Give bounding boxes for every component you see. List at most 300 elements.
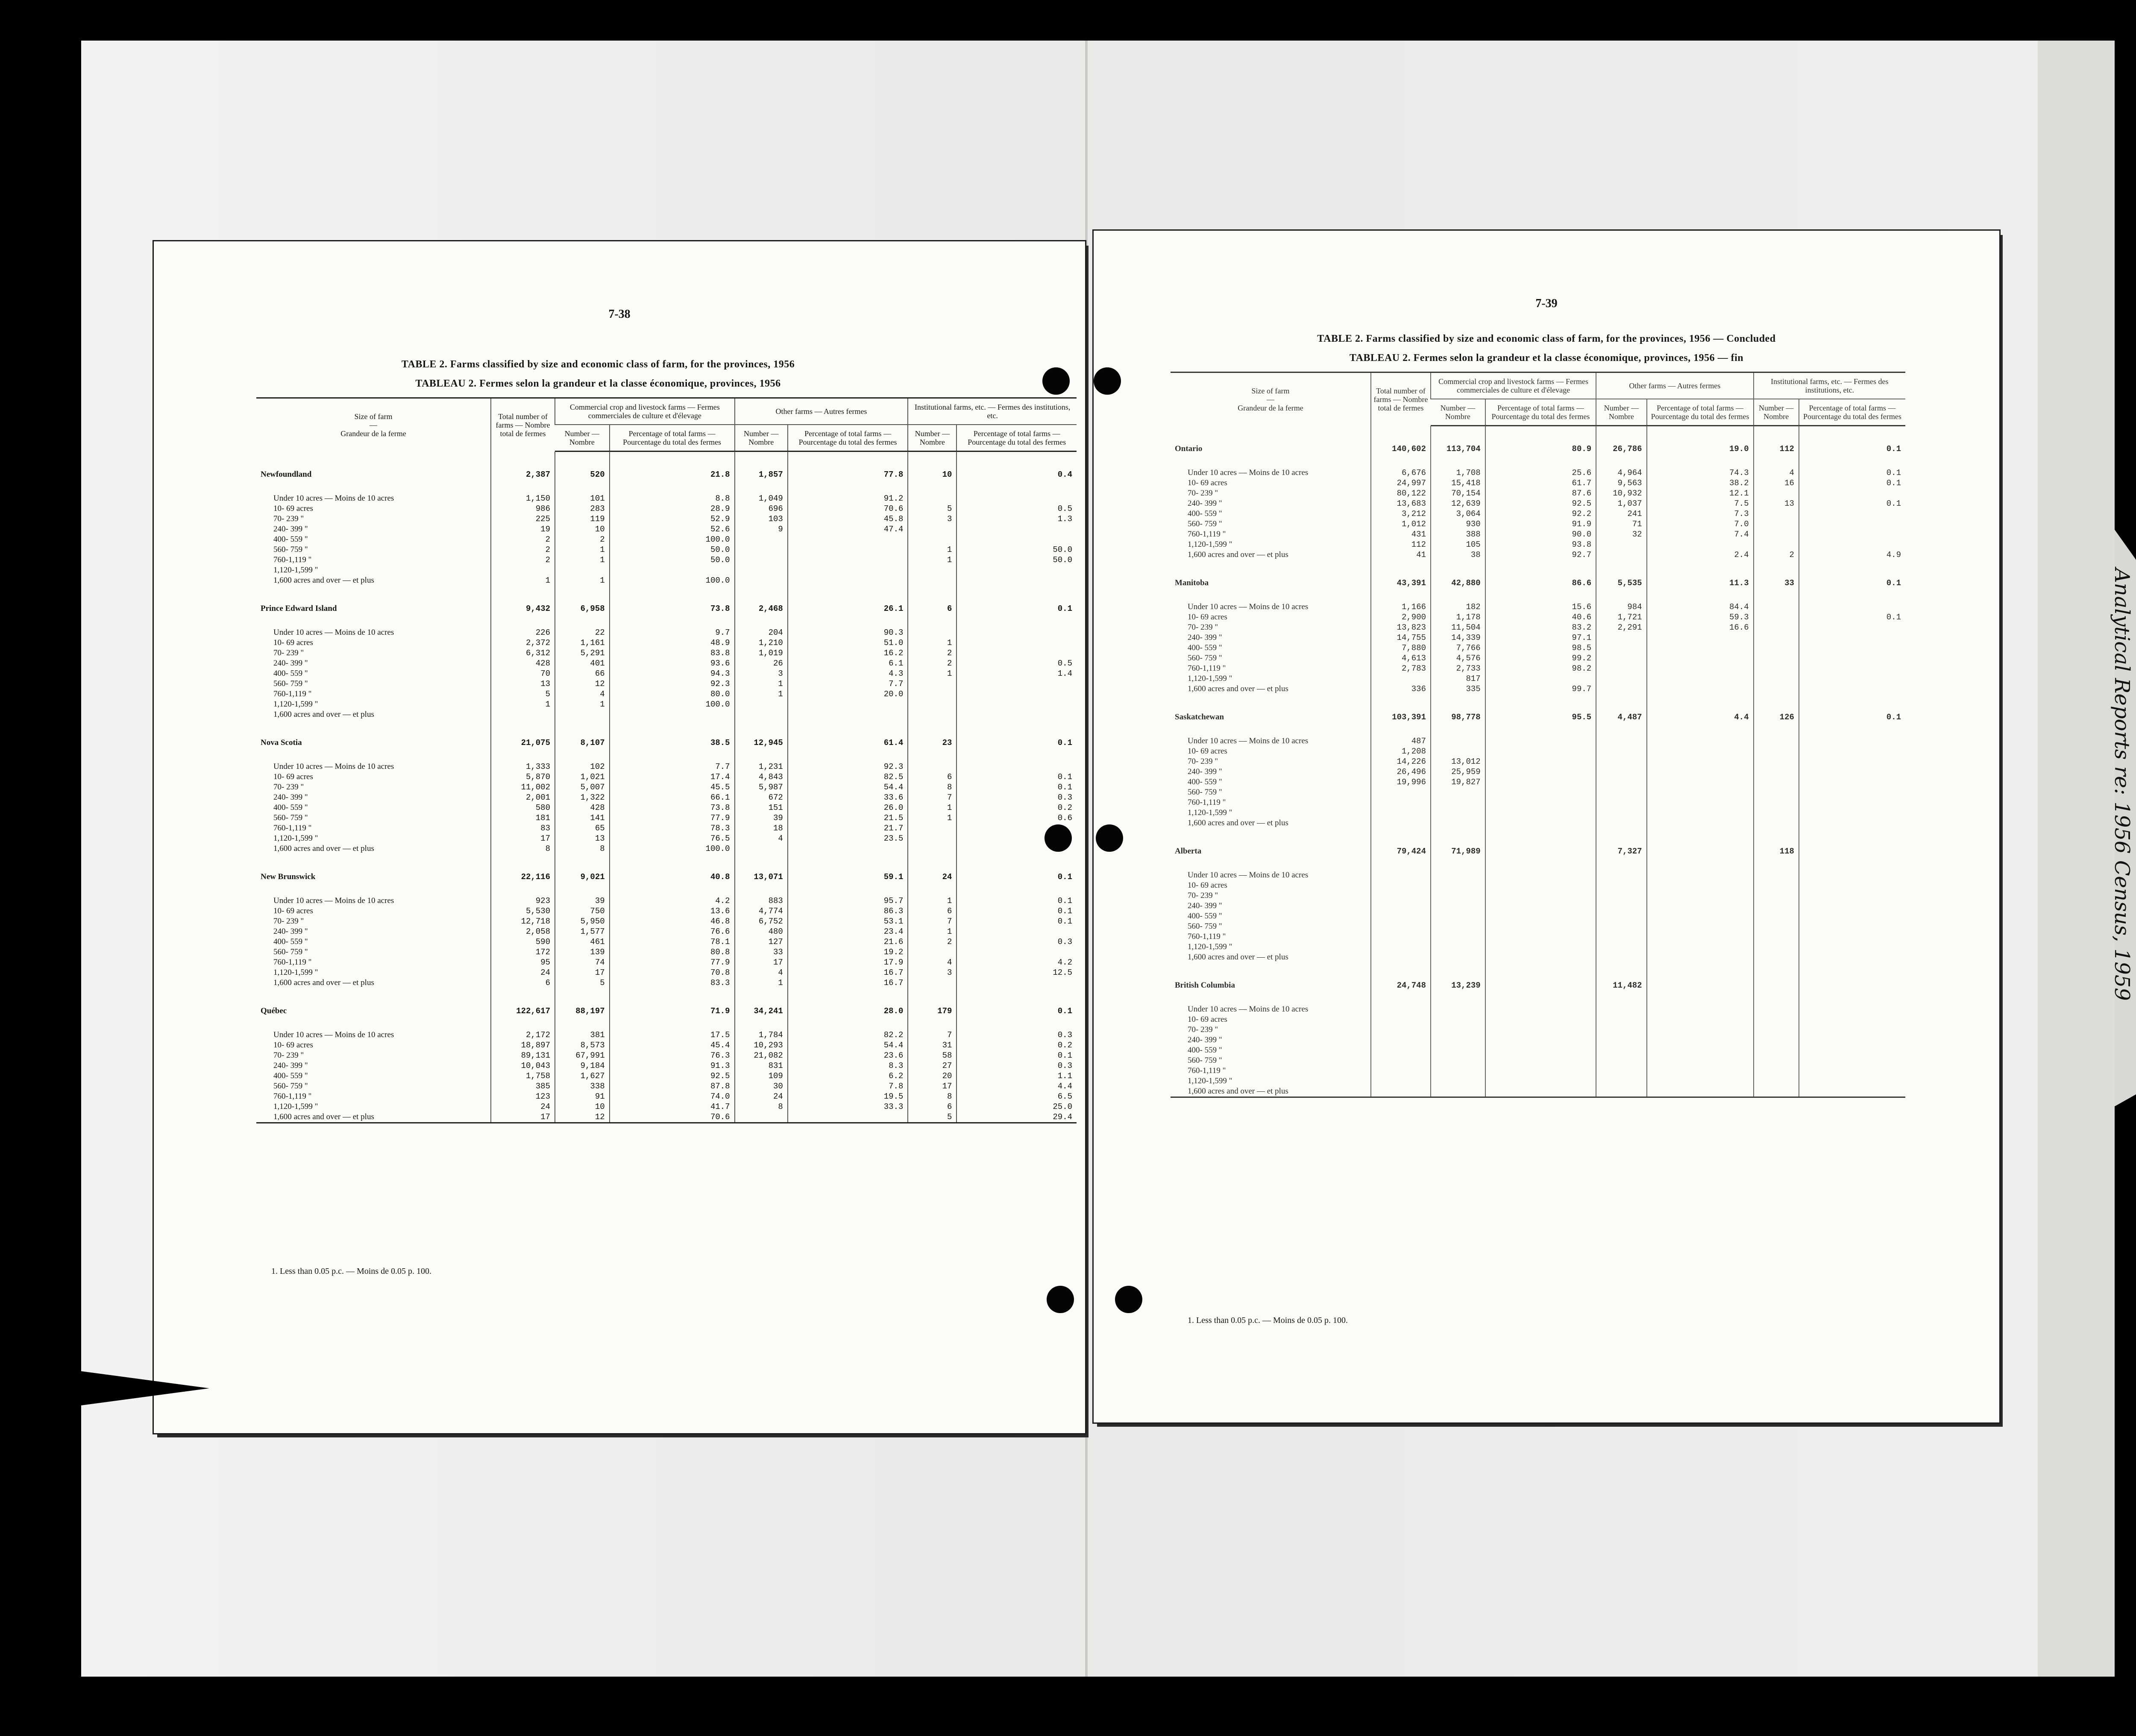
data-cell: 2 xyxy=(908,658,957,669)
spacer-row xyxy=(1171,857,1905,870)
table-row xyxy=(1171,880,1905,891)
table-row xyxy=(256,803,1077,813)
data-cell: 20.0 xyxy=(788,689,908,699)
data-cell: 18,897 xyxy=(491,1040,555,1050)
data-cell: 95.7 xyxy=(788,896,908,906)
size-class-label: 240- 399 " xyxy=(1188,901,1222,910)
data-cell xyxy=(1596,808,1646,818)
data-cell: 0.1 xyxy=(1799,612,1905,622)
data-cell: 82.2 xyxy=(788,1030,908,1040)
data-cell xyxy=(908,575,957,586)
total-cell: 0.1 xyxy=(1799,426,1905,455)
data-cell: 76.5 xyxy=(610,833,735,844)
data-cell xyxy=(1799,777,1905,787)
data-cell xyxy=(957,534,1077,545)
data-cell: 2 xyxy=(491,555,555,565)
data-cell xyxy=(957,638,1077,648)
data-cell xyxy=(1596,1086,1646,1097)
data-cell: 0.2 xyxy=(957,803,1077,813)
size-class-label: Under 10 acres — Moins de 10 acres xyxy=(273,896,394,905)
binder-hole xyxy=(1096,824,1123,852)
total-cell: 88,197 xyxy=(555,988,610,1017)
data-cell: 172 xyxy=(491,947,555,957)
data-cell xyxy=(788,555,908,565)
data-cell: 45.4 xyxy=(610,1040,735,1050)
table-row xyxy=(1171,767,1905,777)
data-cell: 19,827 xyxy=(1431,777,1485,787)
data-cell: 92.5 xyxy=(1485,499,1596,509)
data-cell: 1 xyxy=(908,545,957,555)
data-cell xyxy=(1754,746,1799,757)
data-cell xyxy=(1596,653,1646,663)
table-row xyxy=(1171,478,1905,488)
total-cell xyxy=(1485,828,1596,857)
data-cell: 1 xyxy=(908,555,957,565)
data-cell: 1,178 xyxy=(1431,612,1485,622)
data-cell: 26 xyxy=(735,658,788,669)
table-row xyxy=(256,896,1077,906)
table-row xyxy=(1171,1086,1905,1097)
table-row xyxy=(1171,746,1905,757)
data-cell: 4.2 xyxy=(610,896,735,906)
data-cell: 32 xyxy=(1596,529,1646,540)
size-class-label: 1,120-1,599 " xyxy=(273,565,318,575)
data-cell: 2 xyxy=(908,937,957,947)
data-cell xyxy=(957,493,1077,504)
data-cell: 428 xyxy=(491,658,555,669)
table-row xyxy=(256,978,1077,988)
data-cell xyxy=(1596,1076,1646,1086)
table-row xyxy=(1171,663,1905,674)
data-cell xyxy=(1371,880,1431,891)
data-cell xyxy=(1754,622,1799,633)
data-cell: 2,001 xyxy=(491,792,555,803)
data-cell xyxy=(735,565,788,575)
data-cell xyxy=(1799,488,1905,499)
data-cell xyxy=(1799,808,1905,818)
data-cell xyxy=(1799,746,1905,757)
size-class-label: 760-1,119 " xyxy=(273,1091,312,1101)
data-cell xyxy=(1371,1066,1431,1076)
size-class-label: 400- 559 " xyxy=(273,937,308,946)
total-cell: 0.1 xyxy=(957,720,1077,749)
data-cell xyxy=(1647,1025,1754,1035)
data-cell xyxy=(1799,1025,1905,1035)
total-cell: 98,778 xyxy=(1431,694,1485,723)
total-cell: 42,880 xyxy=(1431,560,1485,589)
data-cell: 83.8 xyxy=(610,648,735,658)
data-cell: 986 xyxy=(491,504,555,514)
data-cell xyxy=(788,1112,908,1123)
total-cell: 9,021 xyxy=(555,854,610,883)
total-cell: 0.1 xyxy=(957,988,1077,1017)
size-class-label: 400- 559 " xyxy=(273,803,308,812)
data-cell: 112 xyxy=(1371,540,1431,550)
data-cell: 16.7 xyxy=(788,968,908,978)
data-cell: 33.6 xyxy=(788,792,908,803)
data-cell: 86.3 xyxy=(788,906,908,916)
binder-hole xyxy=(1045,824,1072,852)
size-class-label: Under 10 acres — Moins de 10 acres xyxy=(273,1030,394,1039)
data-cell: 1,784 xyxy=(735,1030,788,1040)
table-row xyxy=(256,916,1077,927)
table-row xyxy=(1171,488,1905,499)
data-cell: 70.6 xyxy=(610,1112,735,1123)
data-cell: 7,766 xyxy=(1431,643,1485,653)
data-cell: 23.6 xyxy=(788,1050,908,1061)
data-cell xyxy=(1371,942,1431,952)
data-cell xyxy=(1799,787,1905,798)
data-cell: 21.5 xyxy=(788,813,908,823)
data-cell: 8 xyxy=(908,782,957,792)
data-cell xyxy=(1754,1004,1799,1015)
data-cell: 6.1 xyxy=(788,658,908,669)
total-cell: 10 xyxy=(908,452,957,481)
data-cell: 0.3 xyxy=(957,792,1077,803)
data-cell xyxy=(1371,901,1431,911)
data-cell xyxy=(1431,798,1485,808)
data-cell: 4 xyxy=(555,689,610,699)
data-cell xyxy=(957,762,1077,772)
table-row xyxy=(1171,550,1905,560)
data-cell xyxy=(1754,1086,1799,1097)
data-cell xyxy=(788,710,908,720)
data-cell xyxy=(1596,777,1646,787)
data-cell: 6,676 xyxy=(1371,468,1431,478)
right-page xyxy=(1094,231,1999,1422)
data-cell xyxy=(1485,891,1596,901)
data-cell: 0.1 xyxy=(957,906,1077,916)
size-class-label: 400- 559 " xyxy=(1188,1045,1222,1055)
size-class-label: 1,600 acres and over — et plus xyxy=(273,844,374,853)
total-cell: 13,071 xyxy=(735,854,788,883)
data-cell xyxy=(1647,808,1754,818)
table-row xyxy=(256,1061,1077,1071)
data-cell: 8.3 xyxy=(788,1061,908,1071)
data-cell: 15,418 xyxy=(1431,478,1485,488)
data-cell: 19.2 xyxy=(788,947,908,957)
percentage-header: Percentage of total farms — Pourcentage du total des fermes xyxy=(957,425,1077,452)
data-cell: 50.0 xyxy=(610,555,735,565)
size-class-label: 1,600 acres and over — et plus xyxy=(273,575,374,585)
size-class-label: 760-1,119 " xyxy=(273,689,312,698)
data-cell: 51.0 xyxy=(788,638,908,648)
table-row xyxy=(256,782,1077,792)
table-row xyxy=(256,1030,1077,1040)
data-cell xyxy=(788,565,908,575)
total-cell: 0.1 xyxy=(1799,694,1905,723)
data-cell xyxy=(1799,1076,1905,1086)
data-cell: 226 xyxy=(491,628,555,638)
total-cell: 38.5 xyxy=(610,720,735,749)
data-cell xyxy=(1431,911,1485,921)
data-cell xyxy=(1485,798,1596,808)
data-cell: 99.7 xyxy=(1485,684,1596,694)
total-cell: 0.1 xyxy=(957,854,1077,883)
total-cell xyxy=(1799,828,1905,857)
data-cell xyxy=(1371,1076,1431,1086)
data-cell: 1 xyxy=(735,978,788,988)
data-cell xyxy=(1596,684,1646,694)
data-cell: 109 xyxy=(735,1071,788,1081)
data-cell: 12,718 xyxy=(491,916,555,927)
data-cell: 336 xyxy=(1371,684,1431,694)
table-row xyxy=(1171,519,1905,529)
data-cell xyxy=(610,565,735,575)
data-cell: 388 xyxy=(1431,529,1485,540)
data-cell: 431 xyxy=(1371,529,1431,540)
data-cell: 1 xyxy=(908,896,957,906)
data-cell: 17 xyxy=(735,957,788,968)
data-cell: 13 xyxy=(491,679,555,689)
data-cell xyxy=(1754,952,1799,962)
data-cell xyxy=(1371,1025,1431,1035)
data-cell xyxy=(1431,1056,1485,1066)
data-cell: 24 xyxy=(491,1102,555,1112)
data-cell: 76.3 xyxy=(610,1050,735,1061)
total-cell xyxy=(1754,962,1799,991)
size-of-farm-header: Size of farm — Grandeur de la ferme xyxy=(256,398,491,452)
data-cell: 87.8 xyxy=(610,1081,735,1091)
table-row xyxy=(1171,942,1905,952)
size-class-label: 70- 239 " xyxy=(273,648,304,657)
data-cell xyxy=(1647,818,1754,828)
data-cell: 1,231 xyxy=(735,762,788,772)
data-cell xyxy=(1647,870,1754,880)
table-body xyxy=(1171,426,1905,1097)
size-class-label: Under 10 acres — Moins de 10 acres xyxy=(273,762,394,771)
data-cell: 7 xyxy=(908,1030,957,1040)
data-cell xyxy=(1754,798,1799,808)
size-class-label: 560- 759 " xyxy=(273,947,308,956)
province-name: Ontario xyxy=(1175,444,1203,453)
percentage-header: Percentage of total farms — Pourcentage du total des fermes xyxy=(788,425,908,452)
data-cell: 74.0 xyxy=(610,1091,735,1102)
data-cell xyxy=(957,575,1077,586)
data-cell: 3,064 xyxy=(1431,509,1485,519)
data-cell: 92.7 xyxy=(1485,550,1596,560)
data-cell: 1,333 xyxy=(491,762,555,772)
data-cell xyxy=(1754,653,1799,663)
data-cell: 930 xyxy=(1431,519,1485,529)
total-cell: 112 xyxy=(1754,426,1799,455)
data-cell xyxy=(1485,767,1596,777)
data-cell: 3 xyxy=(908,514,957,524)
spacer-row xyxy=(256,1017,1077,1030)
table-row xyxy=(1171,901,1905,911)
data-cell xyxy=(1431,736,1485,746)
total-cell: 113,704 xyxy=(1431,426,1485,455)
data-cell xyxy=(957,524,1077,534)
data-cell: 33 xyxy=(735,947,788,957)
spacer-row xyxy=(256,883,1077,896)
data-cell: 39 xyxy=(735,813,788,823)
data-cell: 4 xyxy=(735,833,788,844)
data-cell: 6,752 xyxy=(735,916,788,927)
table-row xyxy=(256,823,1077,833)
size-class-label: 400- 559 " xyxy=(1188,509,1222,518)
binder-hole xyxy=(1042,367,1070,395)
data-cell: 182 xyxy=(1431,602,1485,612)
spacer-row xyxy=(256,615,1077,628)
total-cell: 73.8 xyxy=(610,586,735,615)
data-cell: 23.5 xyxy=(788,833,908,844)
data-cell: 93.6 xyxy=(610,658,735,669)
size-class-label: 240- 399 " xyxy=(273,524,308,534)
data-cell xyxy=(1485,880,1596,891)
size-class-label: 560- 759 " xyxy=(1188,787,1222,797)
total-cell: 103,391 xyxy=(1371,694,1431,723)
data-cell xyxy=(1371,870,1431,880)
data-cell: 4.3 xyxy=(788,669,908,679)
table-row xyxy=(256,906,1077,916)
table-row xyxy=(1171,736,1905,746)
data-cell: 6,312 xyxy=(491,648,555,658)
total-cell: 6,958 xyxy=(555,586,610,615)
size-class-label: 1,120-1,599 " xyxy=(273,833,318,843)
table-row xyxy=(1171,684,1905,694)
province-name: Prince Edward Island xyxy=(261,604,337,613)
data-cell: 139 xyxy=(555,947,610,957)
data-cell: 19,996 xyxy=(1371,777,1431,787)
table-row xyxy=(1171,1025,1905,1035)
data-cell: 6 xyxy=(908,772,957,782)
total-cell: 28.0 xyxy=(788,988,908,1017)
table-row xyxy=(256,1112,1077,1123)
data-cell xyxy=(1754,736,1799,746)
data-cell: 1 xyxy=(735,679,788,689)
data-cell: 2 xyxy=(1754,550,1799,560)
number-header: Number — Nombre xyxy=(555,425,610,452)
data-cell: 66 xyxy=(555,669,610,679)
table-row xyxy=(256,937,1077,947)
data-cell: 23.4 xyxy=(788,927,908,937)
table-row xyxy=(256,534,1077,545)
data-cell xyxy=(1485,1086,1596,1097)
data-cell: 38.2 xyxy=(1647,478,1754,488)
data-cell: 24 xyxy=(491,968,555,978)
data-cell xyxy=(1647,684,1754,694)
table-row xyxy=(256,947,1077,957)
data-cell: 1,708 xyxy=(1431,468,1485,478)
data-cell: 31 xyxy=(908,1040,957,1050)
data-cell: 5 xyxy=(491,689,555,699)
size-class-label: 10- 69 acres xyxy=(1188,478,1227,487)
data-cell: 73.8 xyxy=(610,803,735,813)
total-cell: 0.1 xyxy=(957,586,1077,615)
data-cell xyxy=(1596,911,1646,921)
data-cell xyxy=(1596,643,1646,653)
data-cell xyxy=(1754,540,1799,550)
size-class-label: 400- 559 " xyxy=(1188,643,1222,652)
data-cell xyxy=(1596,932,1646,942)
data-cell: 9,184 xyxy=(555,1061,610,1071)
size-class-label: 10- 69 acres xyxy=(273,638,313,647)
data-cell xyxy=(1799,736,1905,746)
data-cell: 2,291 xyxy=(1596,622,1646,633)
table-row xyxy=(256,792,1077,803)
data-cell xyxy=(788,534,908,545)
total-cell xyxy=(1647,828,1754,857)
data-cell: 1,208 xyxy=(1371,746,1431,757)
table-row xyxy=(1171,612,1905,622)
data-cell xyxy=(1647,911,1754,921)
data-cell: 7.7 xyxy=(788,679,908,689)
size-class-label: 240- 399 " xyxy=(273,658,308,668)
table-row xyxy=(1171,540,1905,550)
data-cell: 17 xyxy=(908,1081,957,1091)
data-cell: 17.9 xyxy=(788,957,908,968)
data-cell: 100.0 xyxy=(610,699,735,710)
data-cell xyxy=(1431,921,1485,932)
data-cell xyxy=(1485,1025,1596,1035)
data-cell: 1 xyxy=(555,699,610,710)
data-cell: 1,627 xyxy=(555,1071,610,1081)
data-cell xyxy=(1431,870,1485,880)
data-cell: 1 xyxy=(908,927,957,937)
data-cell: 17 xyxy=(491,1112,555,1123)
data-cell: 77.9 xyxy=(610,813,735,823)
data-cell xyxy=(1596,633,1646,643)
data-cell xyxy=(1647,942,1754,952)
table-row xyxy=(256,575,1077,586)
data-cell: 66.1 xyxy=(610,792,735,803)
province-name: Alberta xyxy=(1175,846,1202,856)
table-row xyxy=(1171,653,1905,663)
data-cell: 6 xyxy=(491,978,555,988)
data-cell: 3,212 xyxy=(1371,509,1431,519)
data-cell xyxy=(1754,870,1799,880)
table-row xyxy=(256,658,1077,669)
table-row xyxy=(256,762,1077,772)
table-title-fr: TABLEAU 2. Fermes selon la grandeur et la classe économique, provinces, 1956 xyxy=(415,378,781,389)
data-cell xyxy=(1371,787,1431,798)
data-cell: 2.4 xyxy=(1647,550,1754,560)
data-cell: 97.1 xyxy=(1485,633,1596,643)
data-cell: 9,563 xyxy=(1596,478,1646,488)
data-cell xyxy=(1647,880,1754,891)
table-row xyxy=(1171,1076,1905,1086)
table-row xyxy=(256,679,1077,689)
farm-size-table xyxy=(256,397,1077,1123)
data-cell: 50.0 xyxy=(610,545,735,555)
data-cell: 30 xyxy=(735,1081,788,1091)
data-cell: 13,683 xyxy=(1371,499,1431,509)
data-cell xyxy=(1754,633,1799,643)
data-cell xyxy=(1371,891,1431,901)
size-class-label: 240- 399 " xyxy=(273,1061,308,1070)
data-cell: 10,293 xyxy=(735,1040,788,1050)
data-cell xyxy=(1485,932,1596,942)
data-cell: 83 xyxy=(491,823,555,833)
data-cell: 38 xyxy=(1431,550,1485,560)
table-title-en: TABLE 2. Farms classified by size and economic class of farm, for the provinces, 1956 — Concluded xyxy=(1317,333,1776,344)
province-name: New Brunswick xyxy=(261,872,316,881)
data-cell: 83.2 xyxy=(1485,622,1596,633)
data-cell: 33.3 xyxy=(788,1102,908,1112)
data-cell: 1,758 xyxy=(491,1071,555,1081)
total-cell: 11,482 xyxy=(1596,962,1646,991)
total-cell: 2,387 xyxy=(491,452,555,481)
table-row xyxy=(1171,1045,1905,1056)
size-class-label: 70- 239 " xyxy=(273,916,304,926)
data-cell: 5,870 xyxy=(491,772,555,782)
data-cell xyxy=(1596,746,1646,757)
size-class-label: 240- 399 " xyxy=(273,792,308,802)
province-total-row xyxy=(256,452,1077,481)
data-cell xyxy=(1647,1035,1754,1045)
table-row xyxy=(1171,798,1905,808)
